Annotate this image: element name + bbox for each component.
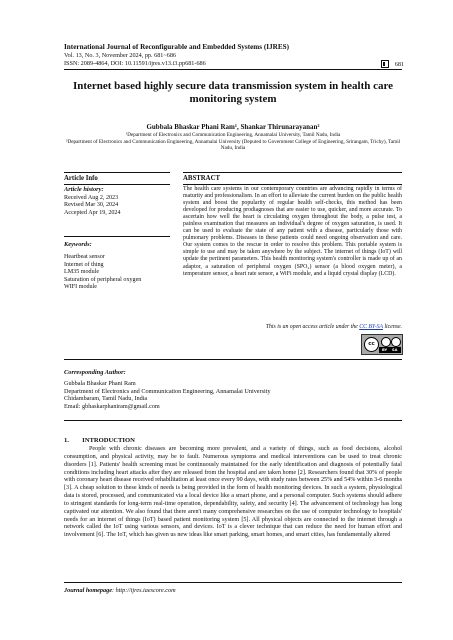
affiliation-1: ¹Department of Electronics and Communication Engineering, Annamalai University, Tamil Nadu, India [125, 132, 341, 138]
footer-label: Journal homepage [64, 587, 112, 594]
cc-sa-share-icon [391, 337, 401, 347]
article-info-heading: Article Info [64, 175, 98, 182]
cc-sa-label: SA [392, 348, 398, 352]
keyword-item: WIFI module [64, 284, 98, 291]
corresponding-bottom-rule [64, 420, 402, 421]
journal-issn-doi: ISSN: 2089-4864, DOI: 10.11591/ijres.v13.i3.pp681-686 [64, 60, 206, 67]
footer-divider [64, 582, 402, 583]
keywords-heading: Keywords: [64, 241, 92, 248]
page-number: 681 [394, 60, 404, 68]
abstract-top-rule [183, 172, 402, 173]
history-accepted: Accepted Apr 19, 2024 [64, 209, 121, 216]
cc-logo-icon: cc [364, 337, 379, 352]
cc-by-label: BY [382, 348, 388, 352]
article-info-bottom-rule [64, 184, 170, 185]
corresponding-top-rule [64, 359, 402, 360]
introduction-text: People with chronic diseases are becoming more prevalent, and a variety of things, such as food decisions, alcohol consumption, and physical activity, may be to fault. Numerous symptoms and medical interventions can be used to treat chronic disorders [1]. Patients' health screening must be continuously maintained for the early identification and diagnosis of potentially fatal conditions including heart attacks after they are released from the hospital and are taken home [2]. Researchers found that 30% of people with coronary heart disease received rehabilitation at least once every 90 days, with study rates between 25% and 54% within 3-6 months [3]. A cheap solution to these kinds of needs is being provided in the form of health monitoring devices. In such a system, physiological data is stored, processed, and communicated via a local device like a smart phone, and a personal computer. Such systems should adhere to stringent standards for long-term real-time operation, dependability, safety, and security [4]. The advancement of technology has long captivated our attention. We also found that there aren't many comprehensive researches on the use of computer technology to hospitals' needs for an internet of things (IoT) based patient monitoring system [5]. All physical objects are connected to the internet through a network called the IoT using various sensors, and devices. IoT is a clever technique that can reduce the need for human effort and involvement [6]. The IoT, which has given us new ideas like smart parking, smart homes, and smart cities, has fundamentally altered [64, 446, 402, 539]
abstract-heading: ABSTRACT [183, 175, 221, 182]
article-history-heading: Article history: [64, 186, 104, 193]
corresponding-author-details [64, 380, 402, 411]
corresponding-department: Department of Electronics and Communication Engineering, Annamalai University [64, 387, 271, 395]
keywords-section [64, 241, 170, 292]
paper-title: Internet based highly secure data transmission system in health care monitoring system [72, 80, 394, 105]
license-link[interactable]: CC BY-SA [359, 324, 383, 330]
license-prefix: This is an open access article under the [265, 324, 360, 330]
header-divider [64, 69, 402, 70]
journal-name: International Journal of Reconfigurable and Embedded Systems (IJRES) [64, 43, 290, 51]
history-received: Received Aug 2, 2023 [64, 195, 119, 201]
corresponding-name: Gubbala Bhaskar Phani Ram [64, 380, 136, 387]
introduction-heading: 1. INTRODUCTION [64, 437, 135, 444]
license-suffix: license. [383, 324, 402, 330]
corresponding-email: Email: gbhaskarphaniram@gmail.com [64, 403, 160, 411]
history-revised: Revised Mar 30, 2024 [64, 202, 119, 209]
article-info-top-rule [64, 172, 170, 173]
article-history [64, 186, 170, 217]
corresponding-location: Chidambaram, Tamil Nadu, India [64, 395, 148, 403]
keywords-top-rule [64, 236, 170, 237]
abstract-bottom-rule [183, 184, 402, 185]
abstract-text: The health care systems in our contemporary countries are advancing rapidly in terms of maturity and professionalism. In an effort to alleviate the current burden on the public health system and boost the popularity of regular health self-checks, this method has been developed for producing prodiagnoses that are easier to use, quicker, and more accurate. To ascertain how well the heart is circulating oxygen throughout the body, a pulse test, a painless examination that measures an individual's degree of oxygen saturation, is used. It can be used to evaluate the state of any patient with a disease, particularly those with pulmonary problems. Diseases in these patients could need ongoing observation and care. Our system comes to the rescue in order to resolve this problem. This portable system is simple to use and may be taken anywhere by the subject. The internet of things (IoT) will update the pertinent parameters. This health monitoring system's controller is made up of an adaptor, a saturation of peripheral oxygen (SPO₂) sensor (a blood oxygen meter), a temperature sensor, a heart rate sensor, a WiFi module, and a liquid crystal display (LCD). [183, 186, 402, 277]
keyword-item: Saturation of peripheral oxygen [64, 276, 142, 283]
cc-by-person-icon [381, 337, 391, 347]
keyword-item: LM35 module [64, 269, 100, 276]
keyword-item: Heartbeat sensor [64, 254, 105, 260]
journal-homepage-footer: Journal homepage: http://ijres.iaescore.com [64, 587, 176, 594]
author-list: Gubbala Bhaskar Phani Ram¹, Shankar Thirunarayanan² [146, 123, 320, 131]
journal-volume: Vol. 13, No. 3, November 2024, pp. 681~686 [64, 52, 177, 59]
license-statement [183, 324, 402, 330]
footer-url[interactable]: http://ijres.iaescore.com [115, 587, 176, 594]
book-icon [381, 60, 389, 68]
cc-by-sa-badge-icon[interactable] [361, 334, 403, 355]
affiliation-2: ²Department of Electronics and Communication Engineering, Annamalai University (Deputed to Government College of Engineering, Srirangam, Trichy), Tamil Nadu, India [65, 139, 401, 152]
corresponding-author-heading: Corresponding Author: [64, 369, 126, 376]
journal-header [64, 43, 404, 68]
keyword-item: Internet of thing [64, 261, 104, 268]
